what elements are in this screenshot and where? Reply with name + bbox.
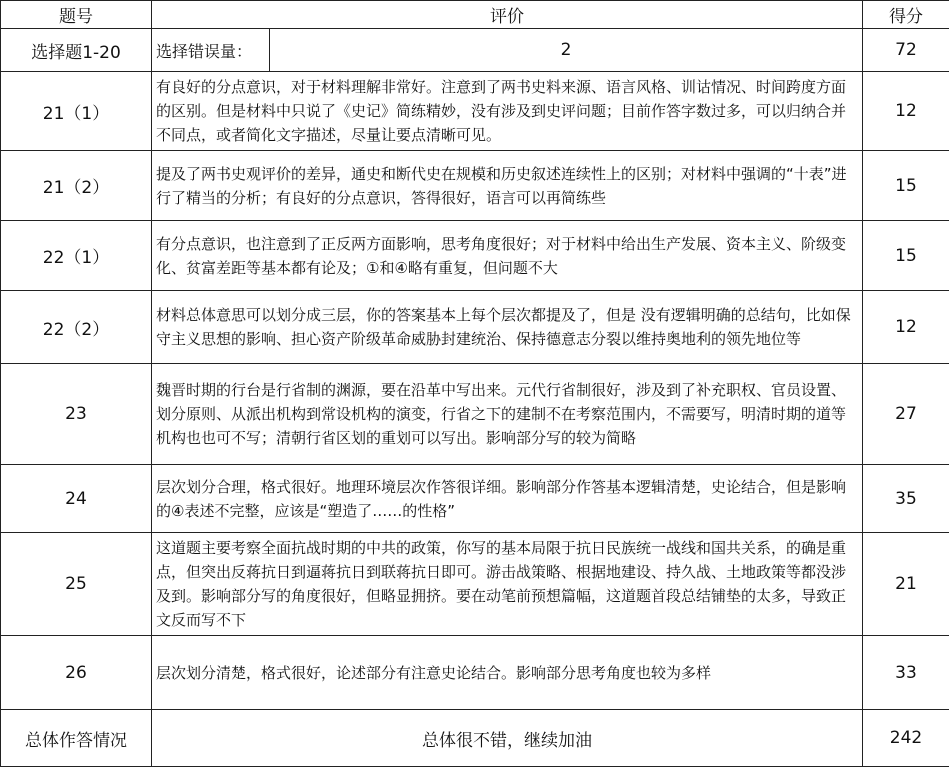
header-question: 题号	[1, 1, 152, 29]
row-question: 22（2）	[1, 291, 152, 364]
table-row	[1, 533, 949, 636]
choice-question: 选择题1-20	[1, 29, 152, 72]
row-score: 21	[863, 533, 949, 636]
choice-error-count: 2	[270, 29, 863, 72]
table-row	[1, 72, 949, 151]
total-question: 总体作答情况	[1, 710, 152, 767]
row-evaluation: 层次划分合理，格式很好。地理环境层次作答很详细。影响部分作答基本逻辑清楚，史论结合，但是影响的④表述不完整，应该是“塑造了……的性格”	[152, 465, 863, 533]
row-evaluation: 有良好的分点意识，对于材料理解非常好。注意到了两书史料来源、语言风格、训诂情况、时间跨度方面的区别。但是材料中只说了《史记》简练精妙，没有涉及到史评问题；目前作答字数过多，可以归纳合并不同点，或者简化文字描述，尽量让要点清晰可见。	[152, 72, 863, 151]
row-score: 35	[863, 465, 949, 533]
row-score: 15	[863, 151, 949, 221]
total-evaluation: 总体很不错，继续加油	[152, 710, 863, 767]
row-score: 33	[863, 636, 949, 710]
row-question: 23	[1, 364, 152, 465]
row-score: 27	[863, 364, 949, 465]
row-score: 12	[863, 72, 949, 151]
header-row	[1, 1, 949, 29]
table-row	[1, 151, 949, 221]
row-question: 22（1）	[1, 221, 152, 291]
choice-score: 72	[863, 29, 949, 72]
row-evaluation: 材料总体意思可以划分成三层，你的答案基本上每个层次都提及了，但是 没有逻辑明确的总结句，比如保守主义思想的影响、担心资产阶级革命威胁封建统治、保持德意志分裂以维持奥地利的领先地位等	[152, 291, 863, 364]
row-evaluation: 提及了两书史观评价的差异，通史和断代史在规模和历史叙述连续性上的区别；对材料中强调的“十表”进行了精当的分析；有良好的分点意识，答得很好，语言可以再简练些	[152, 151, 863, 221]
header-score: 得分	[863, 1, 949, 29]
row-score: 12	[863, 291, 949, 364]
row-question: 25	[1, 533, 152, 636]
row-question: 24	[1, 465, 152, 533]
row-question: 21（2）	[1, 151, 152, 221]
table-row	[1, 221, 949, 291]
choice-error-label: 选择错误量：	[152, 29, 270, 72]
row-question: 26	[1, 636, 152, 710]
row-evaluation: 层次划分清楚，格式很好，论述部分有注意史论结合。影响部分思考角度也较为多样	[152, 636, 863, 710]
row-evaluation: 有分点意识，也注意到了正反两方面影响，思考角度很好；对于材料中给出生产发展、资本主义、阶级变化、贫富差距等基本都有论及；①和④略有重复，但问题不大	[152, 221, 863, 291]
row-score: 15	[863, 221, 949, 291]
row-question: 21（1）	[1, 72, 152, 151]
table-row	[1, 465, 949, 533]
table-row	[1, 636, 949, 710]
row-evaluation: 魏晋时期的行台是行省制的渊源，要在沿革中写出来。元代行省制很好，涉及到了补充职权、官员设置、划分原则、从派出机构到常设机构的演变，行省之下的建制不在考察范围内，不需要写，明清时期的道等机构也也可不写；清朝行省区划的重划可以写出。影响部分写的较为简略	[152, 364, 863, 465]
header-evaluation: 评价	[152, 1, 863, 29]
total-row	[1, 710, 949, 767]
row-evaluation: 这道题主要考察全面抗战时期的中共的政策，你写的基本局限于抗日民族统一战线和国共关系，的确是重点，但突出反蒋抗日到逼蒋抗日到联蒋抗日即可。游击战策略、根据地建设、持久战、土地政策等都没涉及到。影响部分写的角度很好，但略显拥挤。要在动笔前预想篇幅，这道题首段总结铺垫的太多，导致正文反而写不下	[152, 533, 863, 636]
choice-row	[1, 29, 949, 72]
table-row	[1, 291, 949, 364]
table-row	[1, 364, 949, 465]
total-score: 242	[863, 710, 949, 767]
